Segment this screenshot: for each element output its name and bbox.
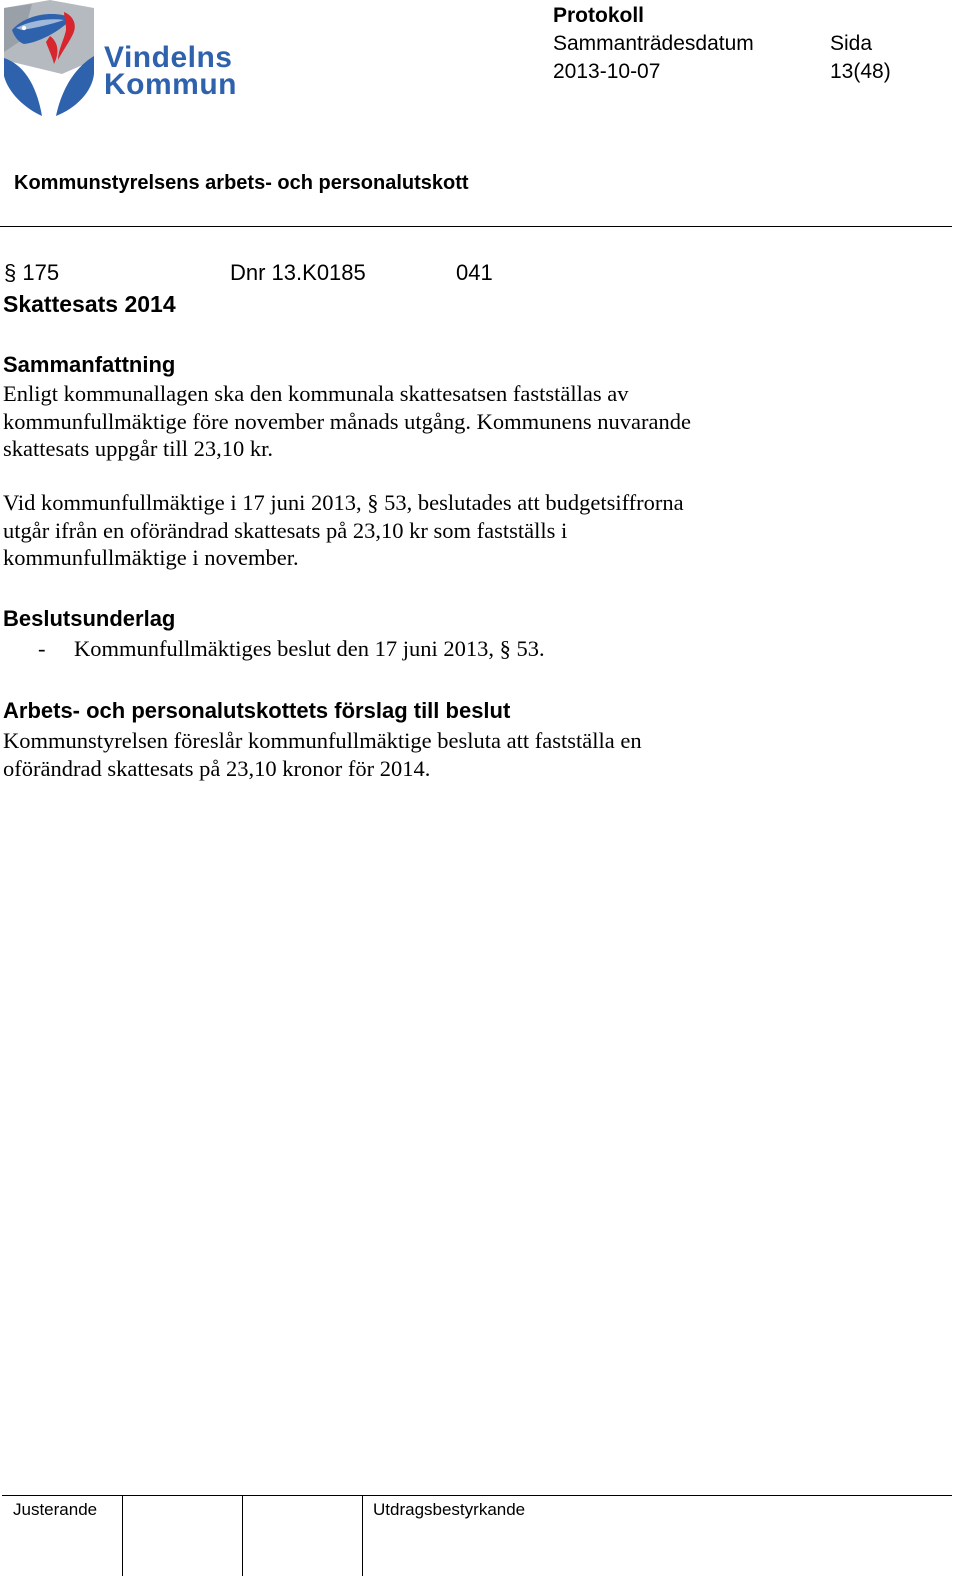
paragraph-number: § 175 [4, 260, 60, 285]
proposal-paragraph [3, 727, 642, 782]
signature-box-divider [362, 1496, 363, 1576]
proposal-line: oförändrad skattesats på 23,10 kronor för 2014. [3, 755, 431, 781]
basis-item-text: Kommunfullmäktiges beslut den 17 juni 2013, § 53. [74, 636, 545, 661]
fish-crest-icon [2, 0, 102, 118]
summary-line: Enligt kommunallagen ska den kommunala skattesatsen fastställas av [3, 381, 629, 406]
page-label: Sida [830, 32, 873, 55]
summary-line: skattesats uppgår till 23,10 kr. [3, 436, 273, 461]
header-divider [0, 226, 952, 227]
summary-paragraph-2 [3, 489, 684, 572]
logo-line-1: Vindelns [104, 41, 233, 74]
basis-heading: Beslutsunderlag [3, 606, 176, 631]
classification-code: 041 [456, 260, 493, 285]
logo-line-2: Kommun [104, 68, 237, 101]
footer-divider [2, 1495, 952, 1496]
meeting-date-label: Sammanträdesdatum [553, 32, 754, 55]
summary2-line: utgår ifrån en oförändrad skattesats på 23,10 kr som fastställs i [3, 517, 568, 543]
utdragsbestyrkande-label: Utdragsbestyrkande [373, 1500, 526, 1519]
summary2-line: Vid kommunfullmäktige i 17 juni 2013, § 53, beslutades att budgetsiffrorna [3, 490, 684, 515]
committee-name: Kommunstyrelsens arbets- och personalutskott [14, 172, 469, 194]
proposal-line: Kommunstyrelsen föreslår kommunfullmäktige besluta att fastställa en [3, 728, 642, 753]
justerande-label: Justerande [13, 1500, 98, 1519]
basis-list-item [38, 636, 545, 662]
signature-box-divider [122, 1496, 123, 1576]
municipality-logo [2, 0, 242, 118]
logo-wordmark [104, 41, 237, 101]
meeting-date-value: 2013-10-07 [553, 60, 661, 83]
summary-paragraph [3, 380, 691, 463]
summary-line: kommunfullmäktige före november månads utgång. Kommunens nuvarande [3, 408, 691, 434]
proposal-heading: Arbets- och personalutskottets förslag till beslut [3, 698, 511, 723]
summary2-line: kommunfullmäktige i november. [3, 545, 299, 570]
list-dash: - [38, 636, 46, 661]
page-number: 13(48) [830, 60, 891, 83]
document-type: Protokoll [553, 4, 645, 27]
signature-box-divider [242, 1496, 243, 1576]
summary-heading: Sammanfattning [3, 352, 176, 377]
item-subject: Skattesats 2014 [3, 291, 176, 317]
registration-number: Dnr 13.K0185 [230, 260, 366, 285]
